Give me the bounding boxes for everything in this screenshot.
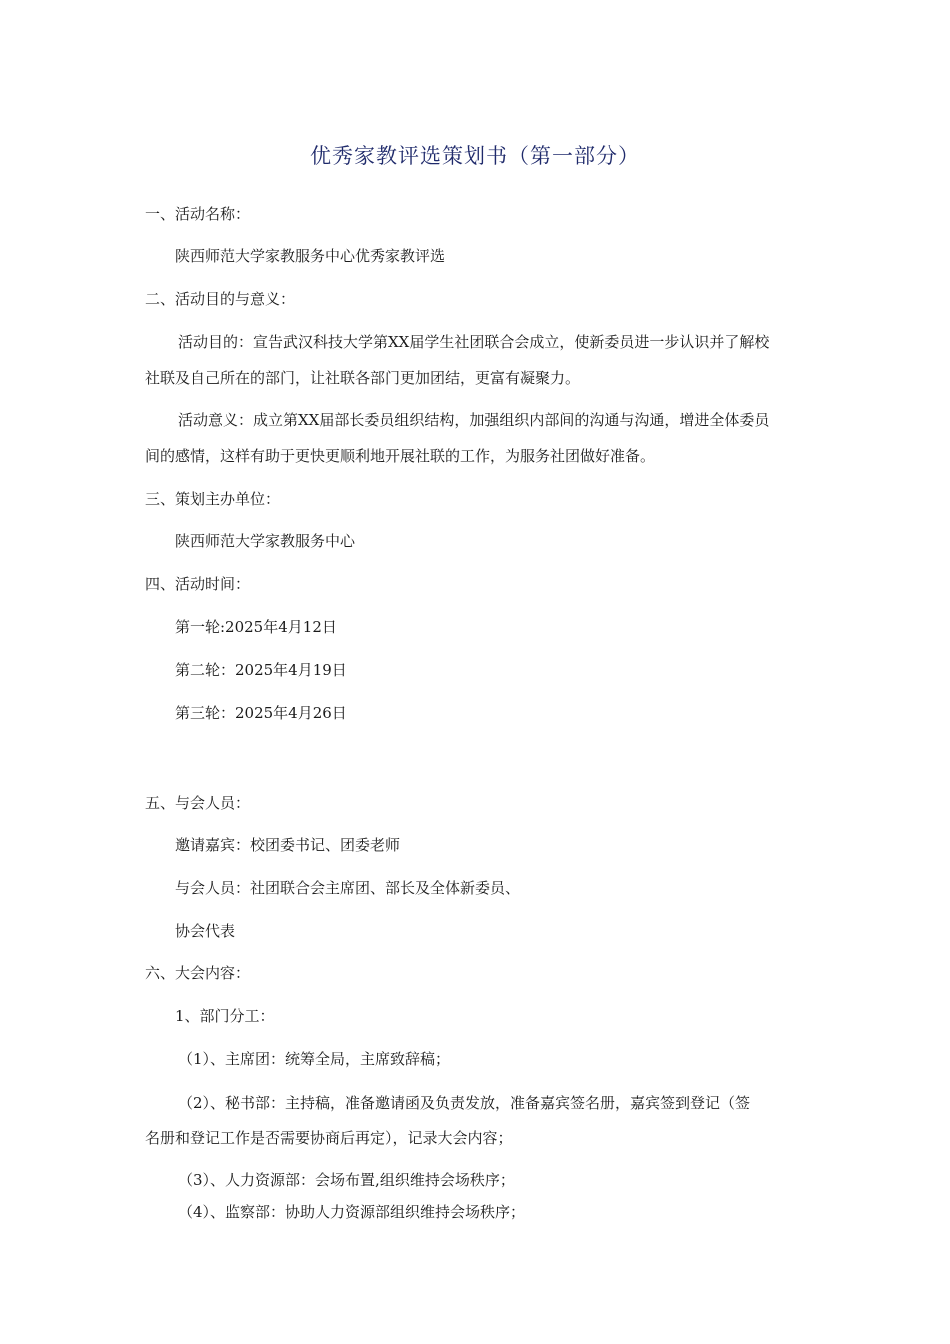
item-1: （1）、主席团：统筹全局，主席致辞稿； xyxy=(178,1050,451,1068)
document-title: 优秀家教评选策划书（第一部分） xyxy=(310,144,640,168)
association-reps: 协会代表 xyxy=(175,922,236,940)
item-2-line-2: 名册和登记工作是否需要协商后再定），记录大会内容； xyxy=(145,1129,513,1147)
item-4: （4）、监察部：协助人力资源部组织维持会场秩序； xyxy=(178,1203,526,1221)
section-4-heading: 四、活动时间： xyxy=(145,575,251,593)
section-2-heading: 二、活动目的与意义： xyxy=(145,290,296,308)
meaning-line-1: 活动意义：成立第XX届部长委员组织结构，加强组织内部间的沟通与沟通，增进全体委员 xyxy=(178,411,770,429)
purpose-line-2: 社联及自己所在的部门，让社联各部门更加团结，更富有凝聚力。 xyxy=(145,369,581,387)
section-1-heading: 一、活动名称： xyxy=(145,205,251,223)
organizer: 陕西师范大学家教服务中心 xyxy=(175,532,356,550)
activity-name: 陕西师范大学家教服务中心优秀家教评选 xyxy=(175,247,446,265)
item-3: （3）、人力资源部：会场布置,组织维持会场秩序； xyxy=(178,1171,515,1189)
sub-heading-division: 1、部门分工： xyxy=(175,1007,275,1025)
attendees: 与会人员：社团联合会主席团、部长及全体新委员、 xyxy=(175,879,521,897)
meaning-line-2: 间的感情，这样有助于更快更顺利地开展社联的工作，为服务社团做好准备。 xyxy=(145,447,656,465)
purpose-line-1: 活动目的：宣告武汉科技大学第XX届学生社团联合会成立，使新委员进一步认识并了解校 xyxy=(178,333,770,351)
round-1-date: 第一轮:2025年4月12日 xyxy=(175,618,337,636)
section-5-heading: 五、与会人员： xyxy=(145,794,251,812)
item-2-line-1: （2）、秘书部：主持稿，准备邀请函及负责发放，准备嘉宾签名册，嘉宾签到登记（签 xyxy=(178,1094,751,1112)
section-6-heading: 六、大会内容： xyxy=(145,964,251,982)
invited-guests: 邀请嘉宾：校团委书记、团委老师 xyxy=(175,836,401,854)
round-2-date: 第二轮：2025年4月19日 xyxy=(175,661,347,679)
section-3-heading: 三、策划主办单位： xyxy=(145,490,281,508)
round-3-date: 第三轮：2025年4月26日 xyxy=(175,704,347,722)
